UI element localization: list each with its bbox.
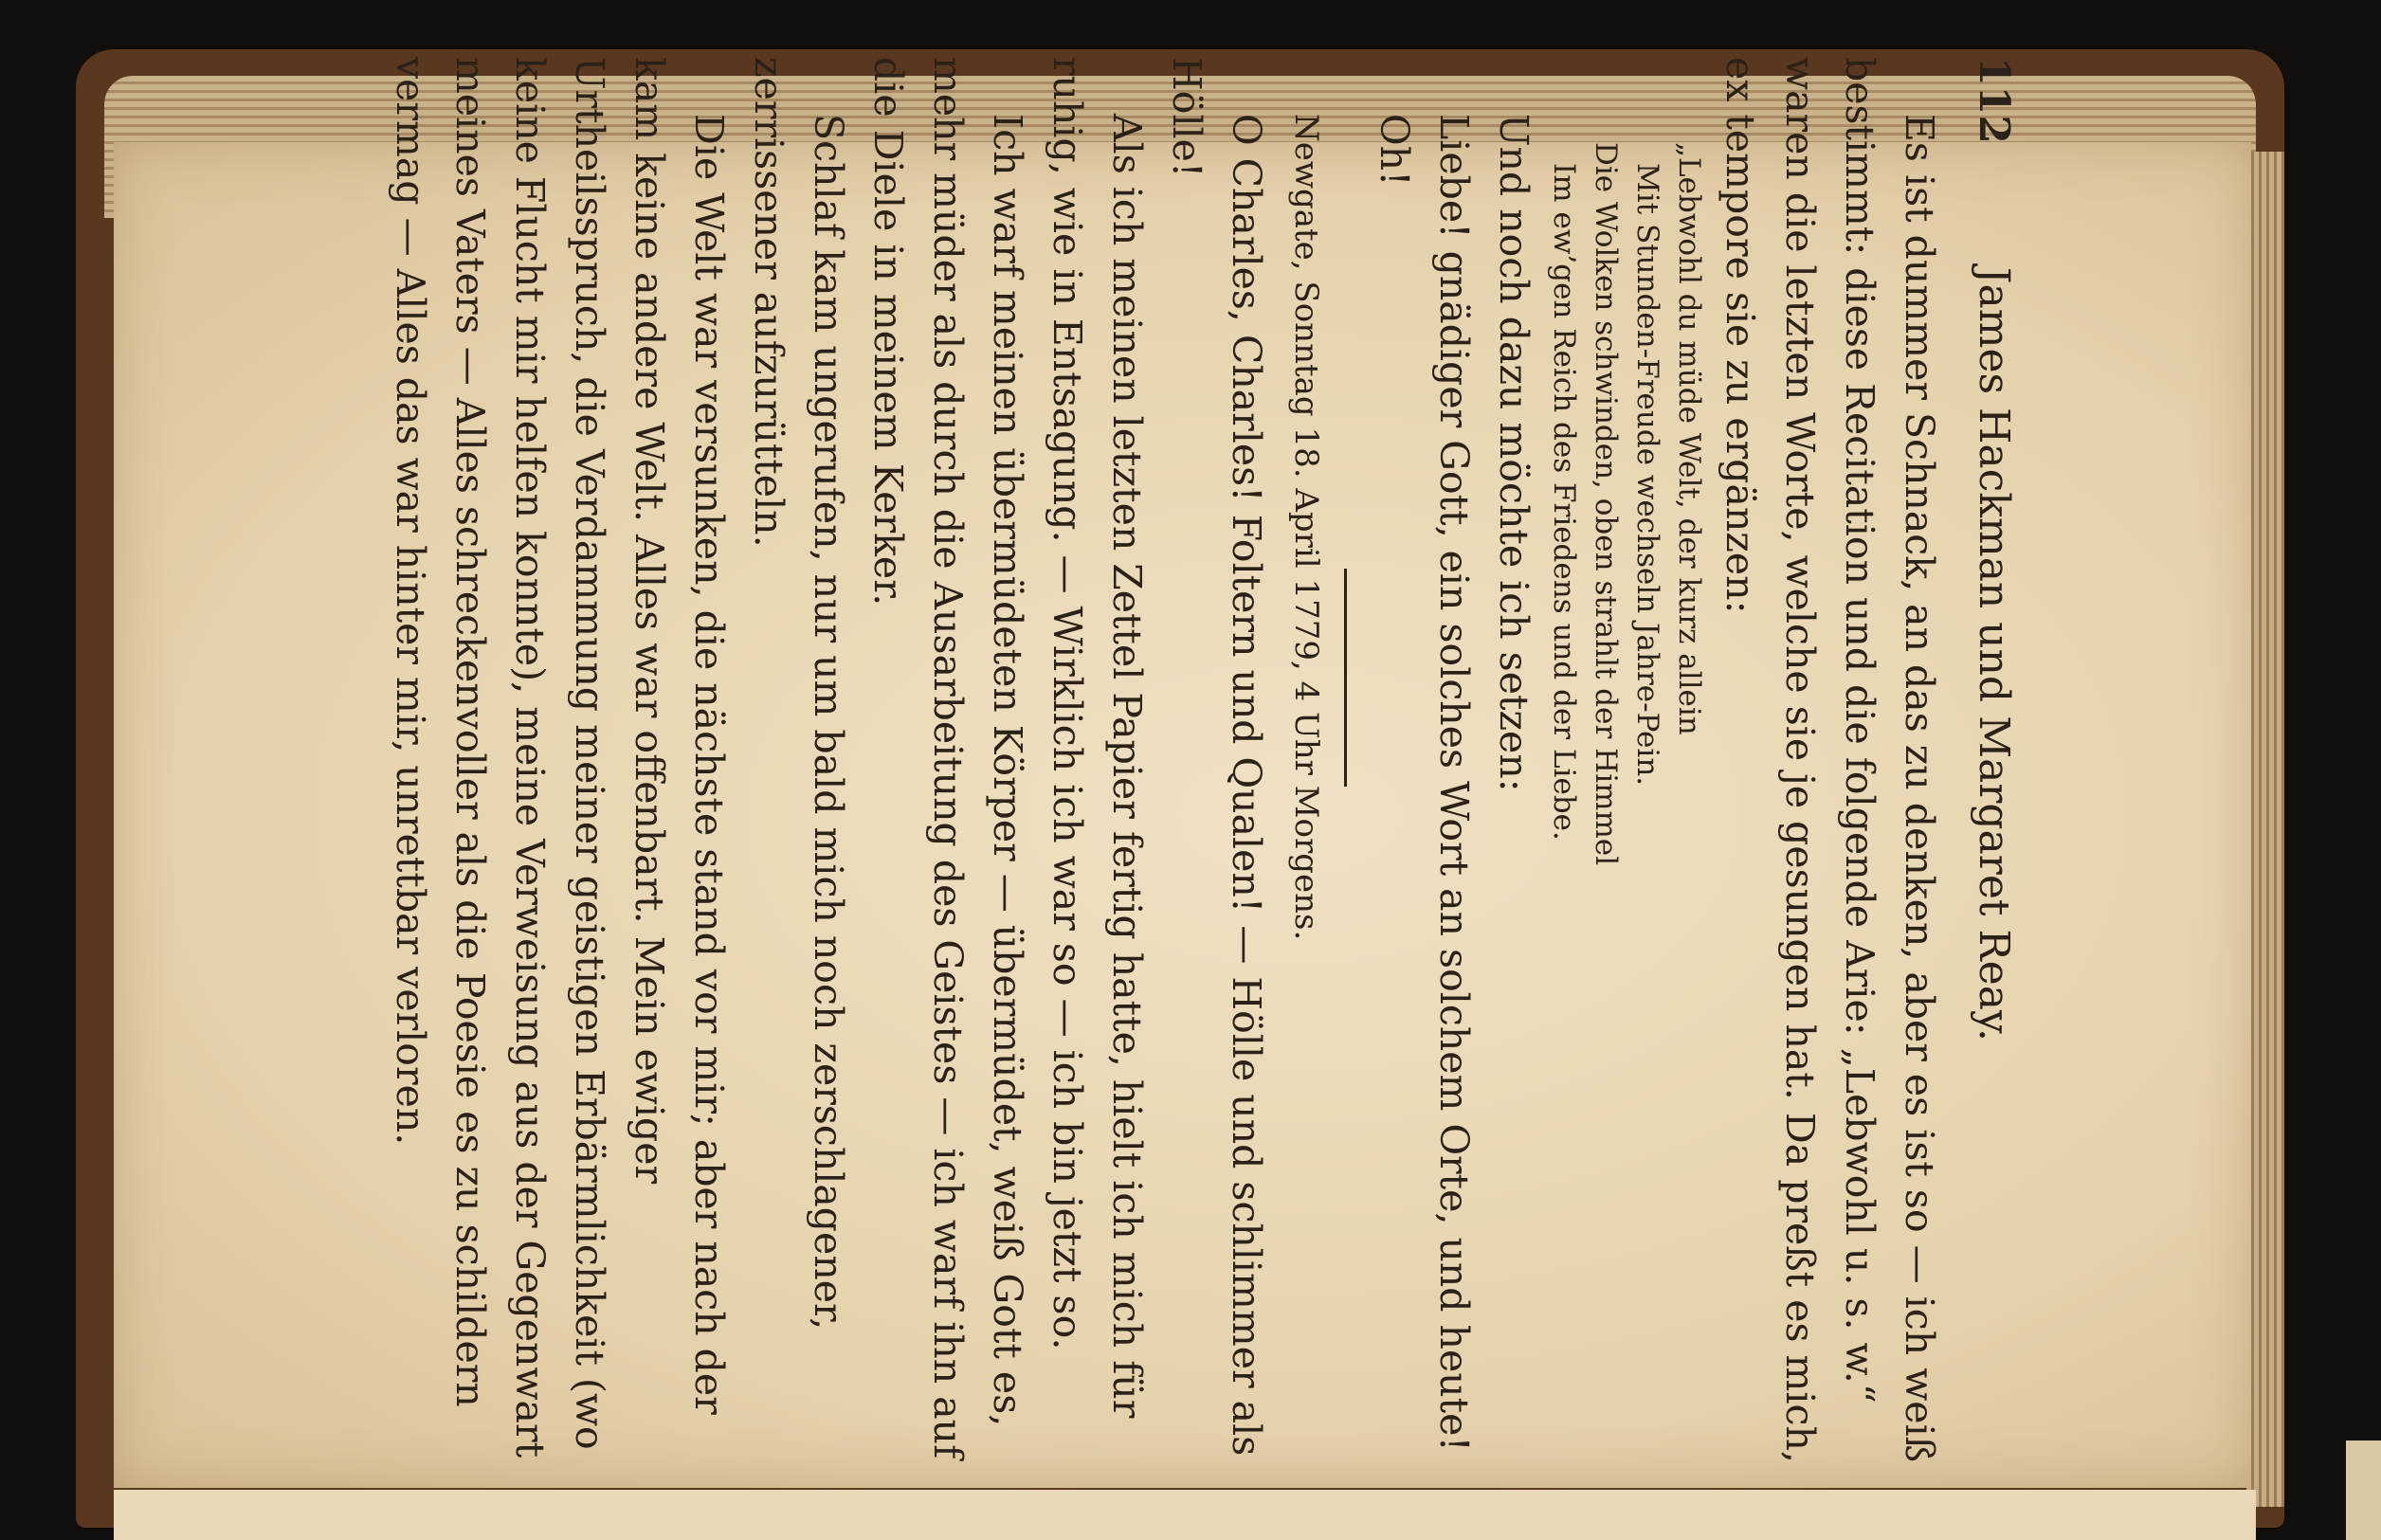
verse-line: Die Wolken schwinden, oben strahlt der Himmel	[1589, 142, 1623, 866]
paragraph: Oh!	[1372, 114, 1417, 187]
dateline: Newgate, Sonntag 18. April 1779, 4 Uhr Morgens.	[1287, 114, 1325, 941]
running-title: James Hackman und Margaret Reay.	[1970, 266, 2018, 1042]
next-page-edge	[2346, 1440, 2381, 1540]
paragraph: Die Welt war versunken, die nächste stand vor mir; aber nach der kam keine andere Welt. Alles war offenbart. Mein ewiger Urtheilsspruch, die Verdammung meiner geistigen Erbärmlichkeit (wo keine Flucht mir helfen konnte), meine Verweisung aus der Gegenwart meines Vaters — Alles schreckenvoller als die Poesie es zu schildern vermag — Alles das war hinter mir, unrettbar verloren.	[388, 57, 732, 1458]
paragraph: Es ist dummer Schnack, an das zu denken, aber es ist so — ich weiß bestimmt: diese Recitation und die folgende Arie: „Lebwohl u. s. w.“ waren die letzten Worte, welche sie je gesungen hat. Da preßt es mich, ex tempore sie zu ergänzen:	[1718, 57, 1942, 1463]
verse-line: Mit Stunden-Freude wechseln Jahre-Pein.	[1630, 163, 1664, 787]
page-text-rotated	[388, 57, 2024, 1478]
paragraph: Liebe! gnädiger Gott, ein solches Wort an solchem Orte, und heute!	[1431, 114, 1477, 1452]
paragraph: Schlaf kam ungerufen, nur um bald mich noch zerschlagener, zerrissener aufzurütteln.	[746, 57, 851, 1331]
verse	[1543, 142, 1710, 1478]
verse-line: Im ew’gen Reich des Friedens und der Liebe.	[1547, 163, 1581, 841]
paragraph: Als ich meinen letzten Zettel Papier fertig hatte, hielt ich mich für ruhig, wie in Entsagung. — Wirklich ich war so — ich bin jetzt so.	[1045, 57, 1150, 1419]
paragraph: O Charles, Charles! Foltern und Qualen! — Hölle und schlimmer als Hölle!	[1164, 57, 1269, 1457]
running-head	[1964, 57, 2024, 1478]
section-divider	[1344, 569, 1347, 787]
page-edges-right	[2246, 152, 2284, 1507]
verse-line: „Lebwohl du müde Welt, der kurz allein	[1672, 142, 1706, 735]
page-number: 112	[1970, 57, 2018, 144]
facing-page-edge	[114, 1490, 2256, 1540]
paragraph: Und noch dazu möchte ich setzen:	[1491, 114, 1536, 792]
paragraph: Ich warf meinen übermüdeten Körper — übermüdet, weiß Gott es, mehr müder als durch die Ausarbeitung des Geistes — ich warf ihn auf die Diele in meinem Kerker.	[865, 57, 1030, 1459]
